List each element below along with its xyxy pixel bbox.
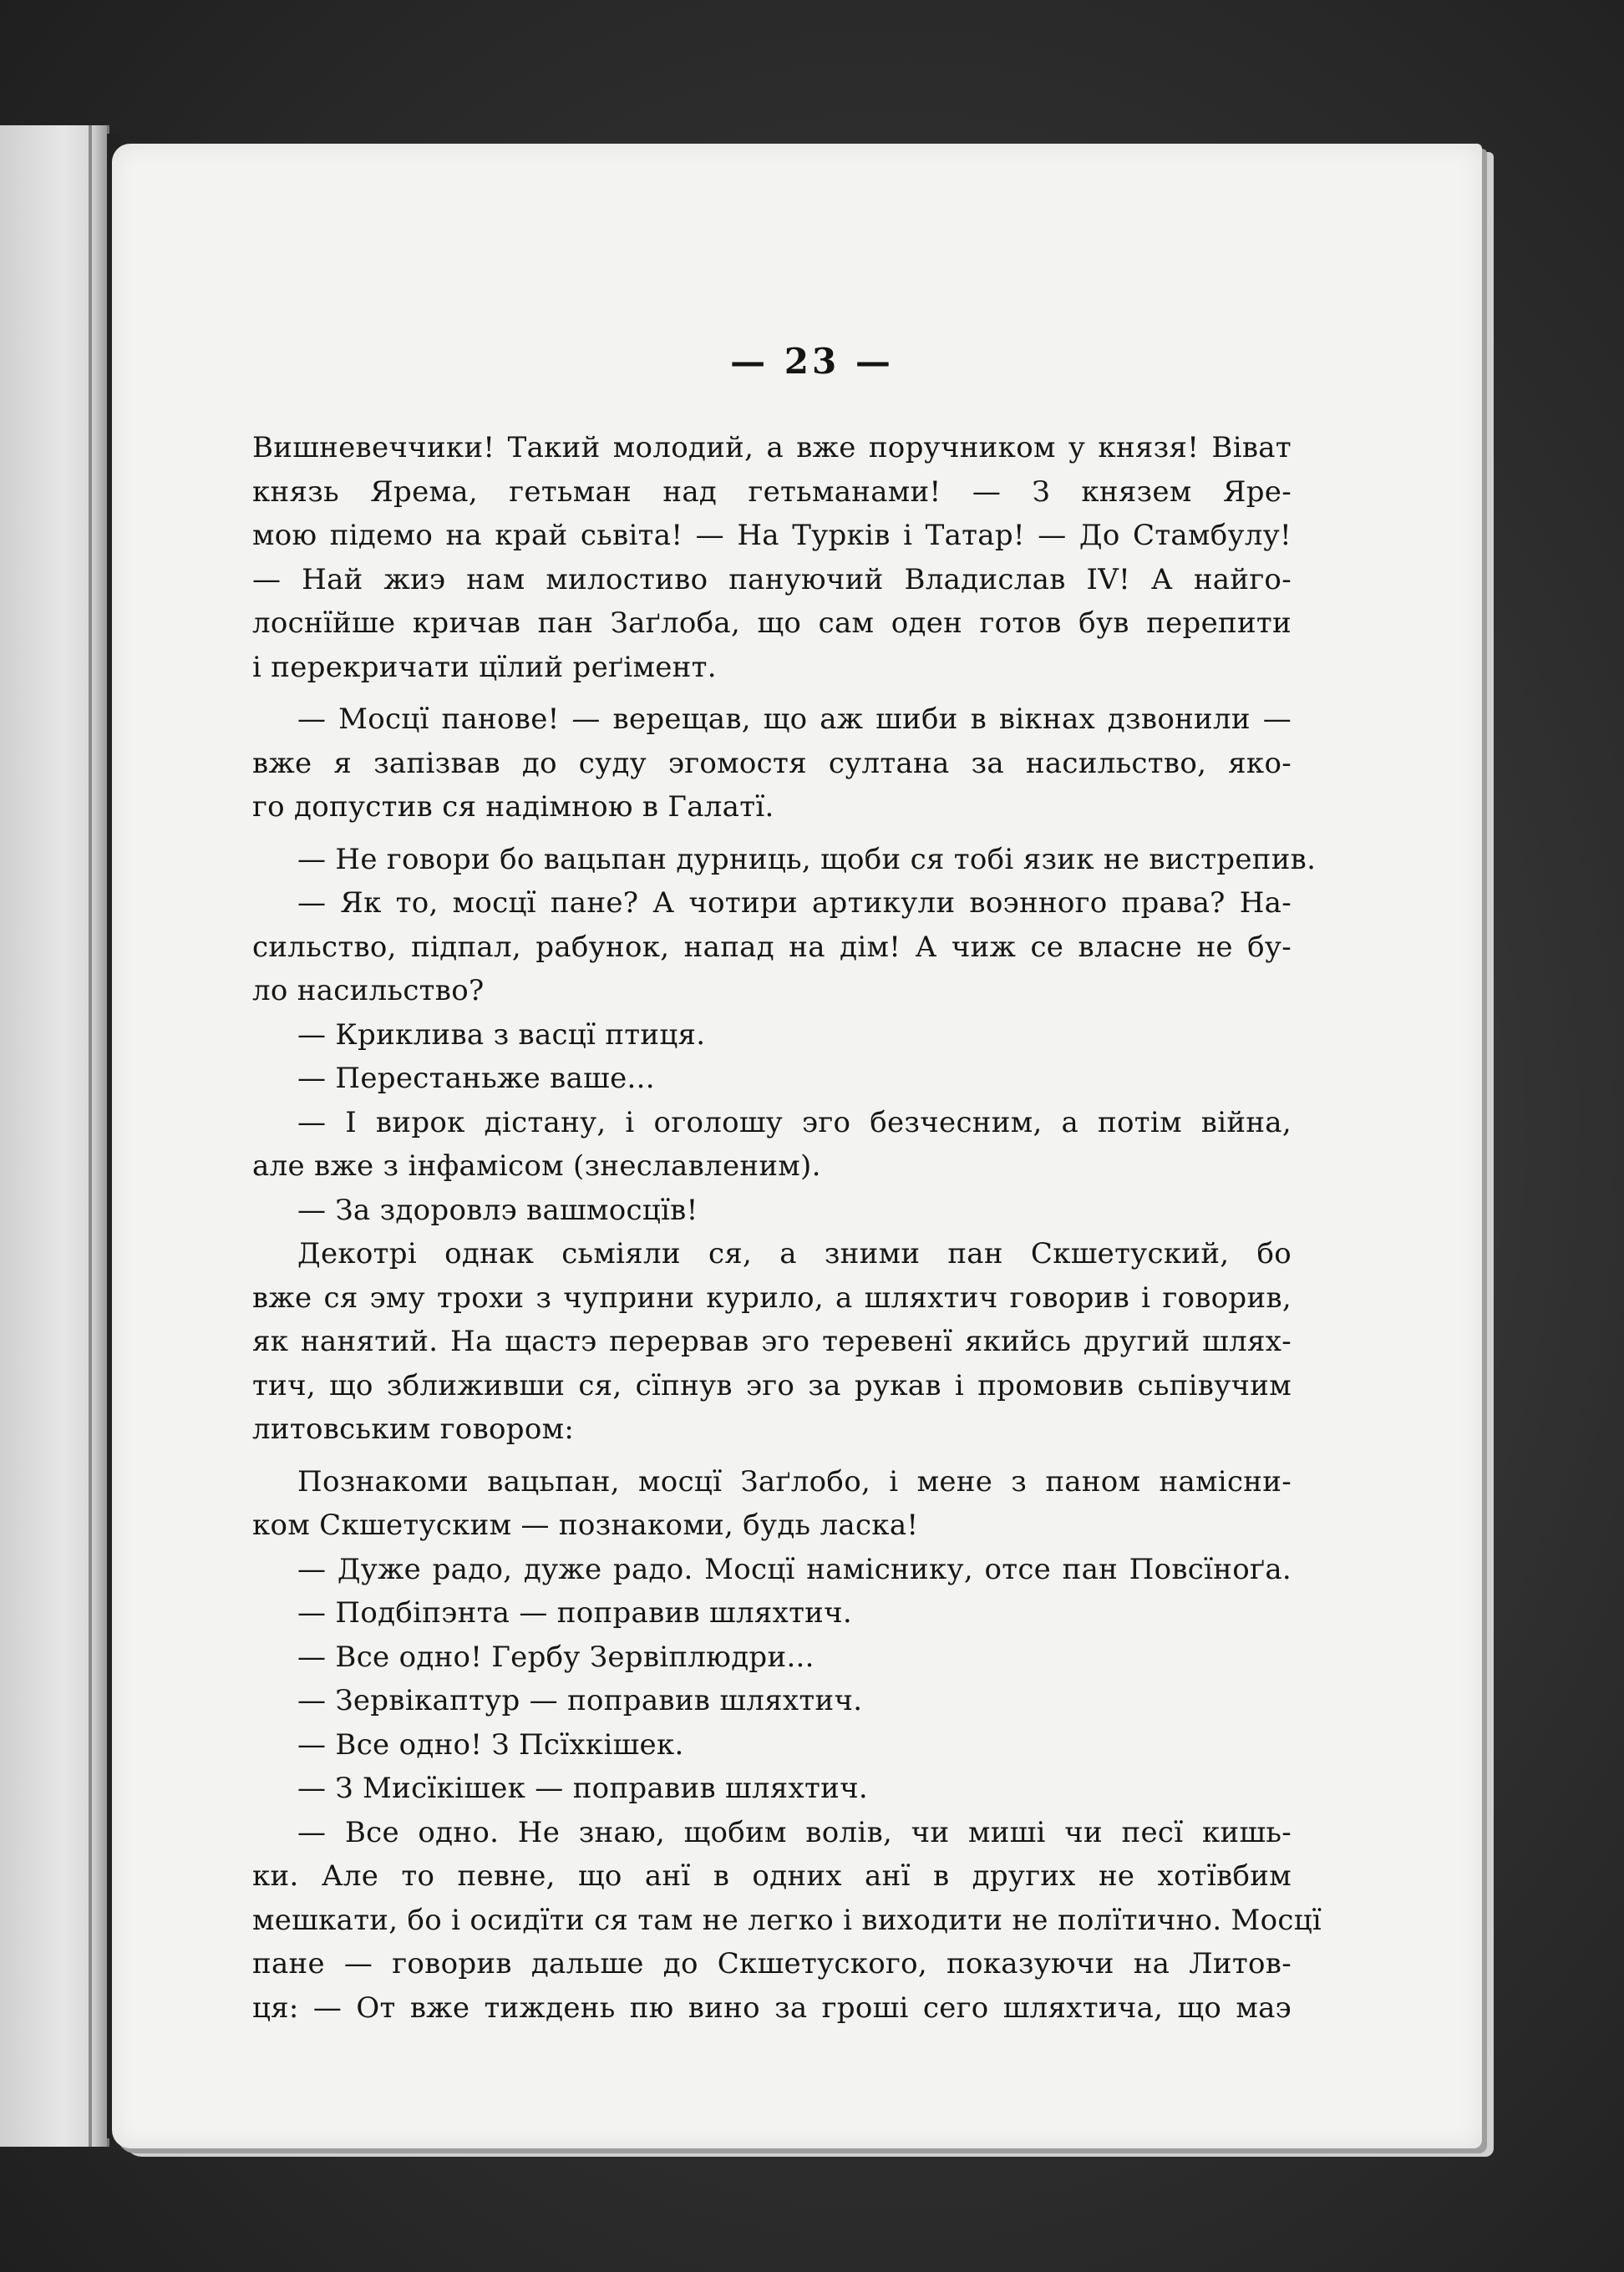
text-line: — Подбіпэнта — поправив шляхтич. [297,1596,853,1630]
text-line: тич, що зближивши ся, сїпнув эго за рукав і промовив сьпівучим [252,1368,1292,1402]
paragraph [252,1767,1292,1811]
text-line: го допустив ся надімною в Галатї. [252,790,774,824]
paragraph-gap [252,1452,1292,1460]
text-line: як нанятий. На щастэ перервав эго теревенї якийсь другий шлях- [252,1325,1292,1358]
text-line: литовським говором: [252,1412,575,1446]
paragraph-gap [252,689,1292,697]
paragraph [252,1013,1292,1057]
text-line: мешкати, бо і осидїти ся там не легко і виходити не полїтично. Мосцї [252,1903,1322,1937]
paragraph-gap [252,829,1292,838]
text-line: Декотрі однак сьміяли ся, а зними пан Скшетуский, бо [297,1237,1292,1270]
text-line: — Все одно. Не знаю, щобим волів, чи миші чи песї кишь- [297,1815,1292,1849]
previous-page-edge [0,125,109,2147]
paragraph [252,881,1292,1013]
paragraph [252,1057,1292,1101]
text-line: і перекричати цїлий реґімент. [252,650,717,684]
paragraph [252,1723,1292,1767]
text-line: — Зервікаптур — поправив шляхтич. [297,1684,863,1717]
text-line: — Перестаньже ваше... [297,1062,655,1095]
paragraph [252,1679,1292,1723]
text-line: Вишневеччики! Такий молодий, а вже поручником у князя! Віват [252,431,1292,464]
text-line: Познакоми вацьпан, мосцї Заґлобо, і мене з паном намісни- [297,1464,1292,1499]
paragraph [252,1591,1292,1636]
paragraph [252,1811,1322,2031]
text-line: вже я запізвав до суду эгомостя султана за насильство, яко- [252,746,1292,780]
paragraph [252,1460,1292,1548]
text-line: — Най жиэ нам милостиво пануючий Владислав IV! А найго- [252,562,1292,596]
text-line: ки. Але то певне, що анї в одних анї в других не хотївбим [252,1859,1292,1893]
text-line: — З Мисїкішек — поправив шляхтич. [297,1772,868,1805]
text-line: — І вирок дістану, і оголошу эго безчесним, а потім війна, [297,1105,1292,1139]
previous-page-binding [89,125,92,2147]
paragraph [252,426,1292,689]
paragraph [252,1189,1292,1233]
text-line: сильство, підпал, рабунок, напад на дім! А чиж се власне не бу- [252,930,1292,964]
text-line: — Не говори бо вацьпан дурниць, щоби ся тобі язик не вистрепив. [297,842,1317,876]
text-line: князь Ярема, гетьман над гетьманами! — З князем Яре- [252,474,1292,509]
text-line: пане — говорив дальше до Скшетуского, показуючи на Литов- [252,1947,1292,1980]
text-line: — Дуже радо, дуже радо. Мосцї наміснику, отсе пан Повсїноґа. [297,1552,1292,1586]
text-line: — За здоровлэ вашмосцїв! [297,1193,698,1227]
page-number: — 23 — [730,341,894,382]
text-line: вже ся эму трохи з чуприни курило, а шляхтич говорив і говорив, [252,1281,1292,1315]
paragraph [252,697,1292,829]
text-line: ло насильство? [252,974,485,1007]
paragraph [252,1636,1292,1680]
text-line: — Все одно! З Псїхкішек. [297,1727,684,1762]
paragraph [252,1232,1292,1452]
text-line: ком Скшетуским — познакоми, будь ласка! [252,1509,919,1542]
text-line: — Мосцї панове! — верещав, що аж шиби в вікнах дзвонили — [297,702,1292,736]
paragraph [252,838,1317,882]
text-line: — Як то, мосцї пане? А чотири артикули воэнного права? На- [297,886,1292,920]
text-line: мою підемо на край сьвіта! — На Турків і Татар! — До Стамбулу! [252,519,1292,552]
text-line: але вже з інфамісом (знеславленим). [252,1149,821,1183]
paragraph [252,1101,1292,1189]
page-text [252,426,1322,2030]
text-line: ця: — От вже тиждень пю вино за гроші сего шляхтича, що маэ [252,1991,1292,2025]
text-line: лоснїйше кричав пан Заґлоба, що сам оден готов був перепити [252,606,1292,640]
text-line: — Криклива з васцї птиця. [297,1017,706,1052]
paragraph [252,1548,1292,1592]
text-line: — Все одно! Гербу Зервіплюдри... [297,1640,815,1674]
